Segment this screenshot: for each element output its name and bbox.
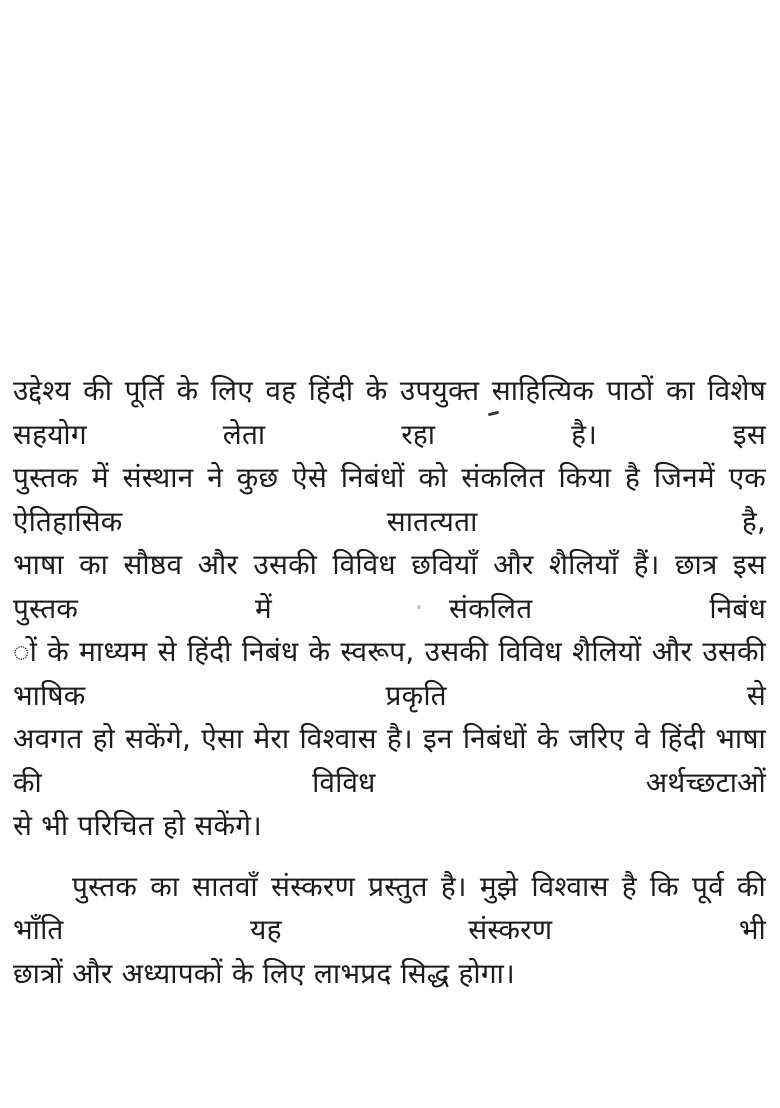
paragraph-1-line-1: उद्देश्य की पूर्ति के लिए वह हिंदी के उपयुक्त साहित्यिक पाठों का विशेष सहयोग लेता रहा है। इस bbox=[13, 374, 766, 451]
paragraph-2-line-1: पुस्तक का सातवाँ संस्करण प्रस्तुत है। मुझे विश्वास है कि पूर्व की भाँति यह संस्करण भी bbox=[13, 869, 766, 946]
paragraph-1-line-2: पुस्तक में संस्थान ने कुछ ऐसे निबंधों को संकलित किया है जिनमें एक ऐतिहासिक सातत्यता है, bbox=[13, 461, 766, 538]
paragraph-1-line-3: भाषा का सौष्ठव और उसकी विविध छवियाँ और शैलियाँ हैं। छात्र इस पुस्तक में संकलित निबंध bbox=[13, 548, 766, 625]
paragraph-1-line-6: से भी परिचित हो सकेंगे। bbox=[13, 809, 262, 842]
page-text-block bbox=[13, 369, 766, 995]
paragraph-2-line-2: छात्रों और अध्यापकों के लिए लाभप्रद सिद्ध होगा। bbox=[13, 956, 515, 990]
paragraph-1-line-5: अवगत हो सकेंगे, ऐसा मेरा विश्वास है। इन निबंधों के जरिए वे हिंदी भाषा की विविध अर्थच्छटाओं bbox=[13, 722, 766, 799]
paragraph-1-line-4: ों के माध्यम से हिंदी निबंध के स्वरूप, उसकी विविध शैलियों और उसकी भाषिक प्रकृति से bbox=[13, 635, 766, 712]
